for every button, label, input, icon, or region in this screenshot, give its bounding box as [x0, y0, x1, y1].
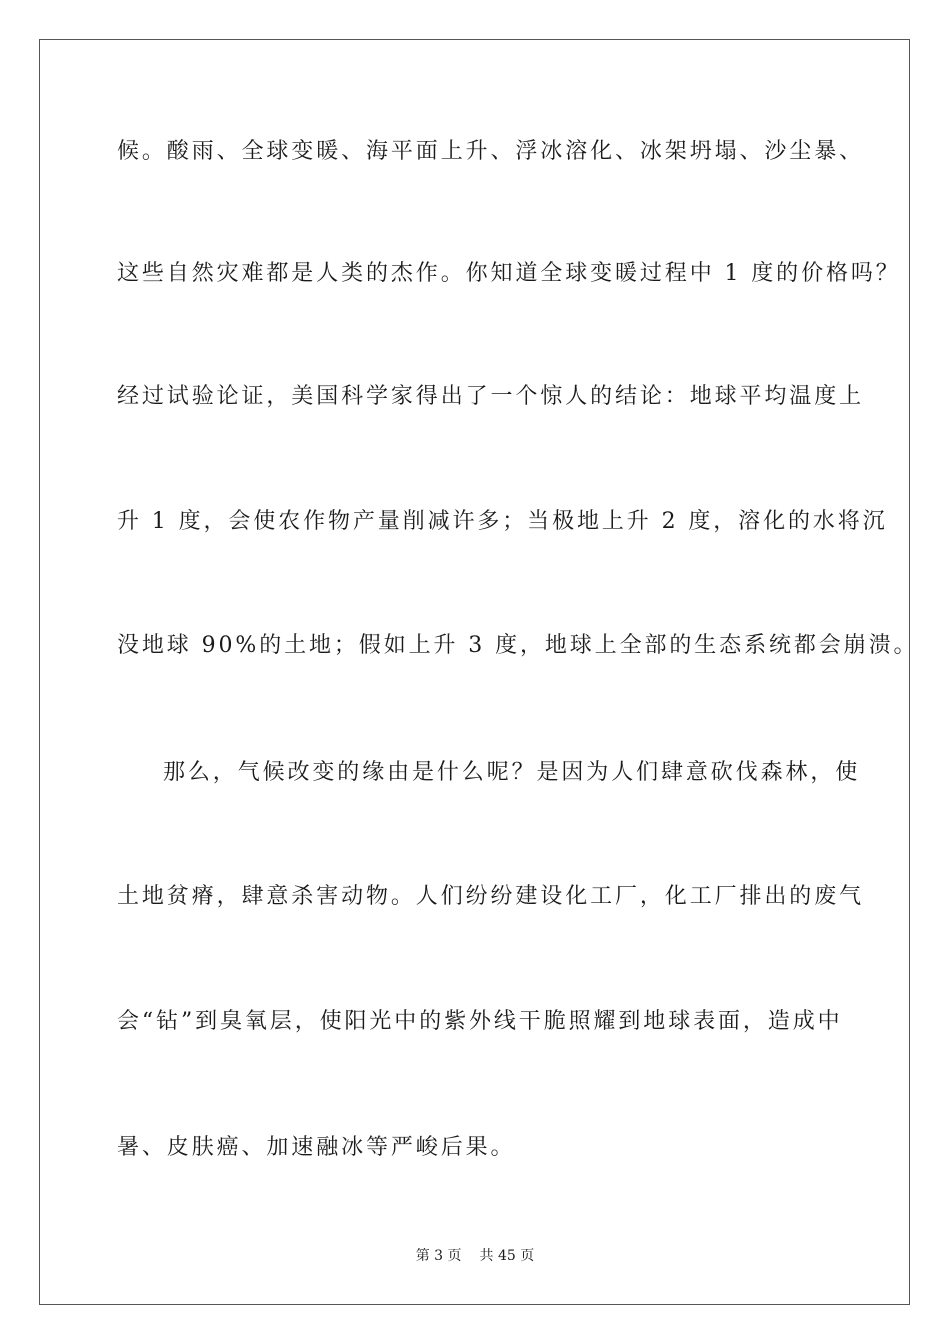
page-border [39, 39, 910, 1305]
body-text-line: 暑、皮肤癌、加速融冰等严峻后果。 [117, 1135, 516, 1160]
body-text-line: 土地贫瘠，肆意杀害动物。人们纷纷建设化工厂，化工厂排出的废气 [117, 884, 865, 909]
body-text-line: 这些自然灾难都是人类的杰作。你知道全球变暖过程中 1 度的价格吗？ [117, 261, 901, 286]
body-text-line: 经过试验论证，美国科学家得出了一个惊人的结论：地球平均温度上 [117, 384, 865, 409]
body-text-line: 会“钻”到臭氧层，使阳光中的紫外线干脆照耀到地球表面，造成中 [117, 1009, 843, 1034]
body-text-line: 候。酸雨、全球变暖、海平面上升、浮冰溶化、冰架坍塌、沙尘暴、 [117, 139, 865, 164]
body-text-line: 升 1 度，会使农作物产量削减许多；当极地上升 2 度，溶化的水将沉 [117, 509, 888, 534]
page-number: 第 3 页 [415, 1248, 462, 1264]
body-text-line: 没地球 90%的土地；假如上升 3 度，地球上全部的生态系统都会崩溃。 [117, 633, 919, 658]
page-footer [0, 1246, 950, 1266]
page-total: 共 45 页 [479, 1248, 535, 1264]
paragraph-first-line: 那么，气候改变的缘由是什么呢？是因为人们肆意砍伐森林，使 [163, 760, 861, 785]
